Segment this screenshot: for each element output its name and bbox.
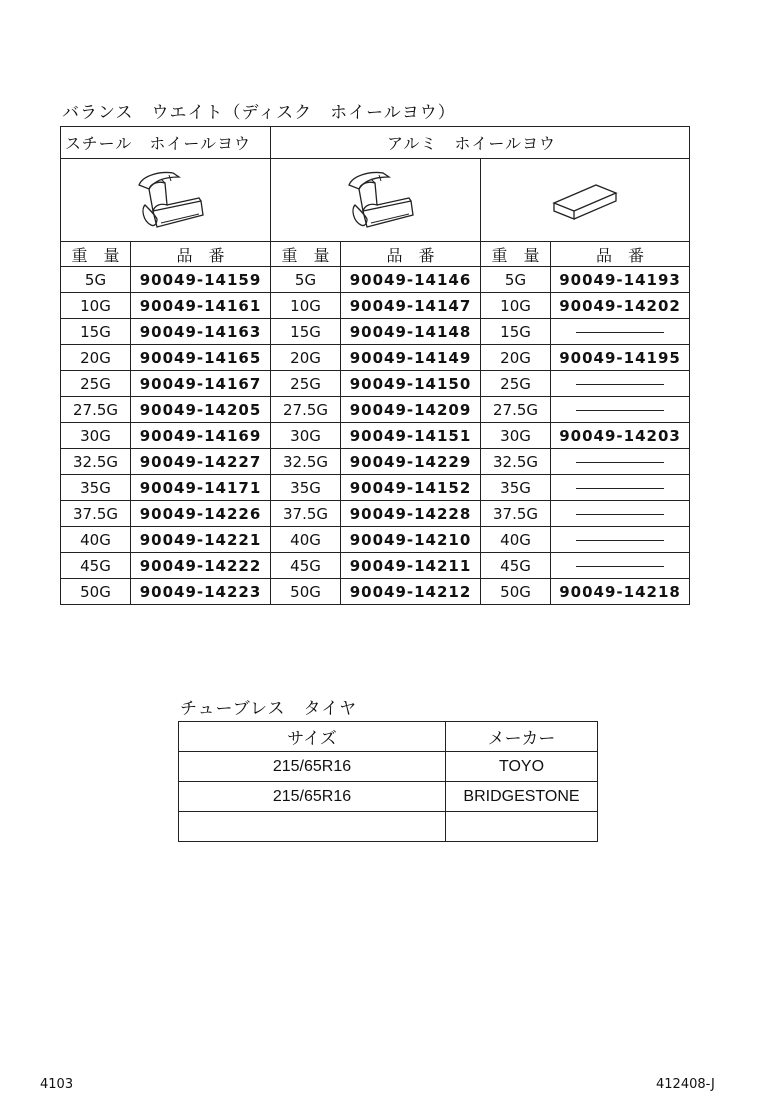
part-number-steel: 90049-14169 bbox=[131, 423, 271, 449]
weight-cell: 15G bbox=[271, 319, 341, 345]
part-number-alu-tape: 90049-14218 bbox=[551, 579, 690, 605]
part-number-alu-clip: 90049-14149 bbox=[341, 345, 481, 371]
part-number-steel: 90049-14163 bbox=[131, 319, 271, 345]
tire-size-cell bbox=[179, 812, 446, 842]
col-header-size: サイズ bbox=[179, 722, 446, 752]
weight-cell: 27.5G bbox=[271, 397, 341, 423]
weight-cell: 32.5G bbox=[271, 449, 341, 475]
document-code: 412408-J bbox=[656, 1077, 715, 1092]
table-row bbox=[61, 319, 690, 345]
weight-cell: 37.5G bbox=[481, 501, 551, 527]
weight-cell: 25G bbox=[61, 371, 131, 397]
col-header-part: 品 番 bbox=[341, 242, 481, 267]
weight-cell: 25G bbox=[481, 371, 551, 397]
table-row bbox=[61, 579, 690, 605]
tubeless-tire-table bbox=[178, 721, 598, 842]
part-number-steel: 90049-14227 bbox=[131, 449, 271, 475]
part-number-steel: 90049-14159 bbox=[131, 267, 271, 293]
weight-cell: 45G bbox=[481, 553, 551, 579]
not-available-dash bbox=[576, 462, 664, 463]
table-row bbox=[61, 449, 690, 475]
part-number-alu-clip: 90049-14229 bbox=[341, 449, 481, 475]
part-number-steel: 90049-14205 bbox=[131, 397, 271, 423]
weight-cell: 35G bbox=[481, 475, 551, 501]
tubeless-tire-title: チューブレス タイヤ bbox=[180, 699, 358, 719]
weight-cell: 37.5G bbox=[61, 501, 131, 527]
weight-cell: 35G bbox=[61, 475, 131, 501]
page-number: 4103 bbox=[40, 1077, 74, 1092]
part-number-alu-tape: 90049-14203 bbox=[551, 423, 690, 449]
weight-cell: 35G bbox=[271, 475, 341, 501]
weight-cell: 30G bbox=[481, 423, 551, 449]
part-number-steel: 90049-14171 bbox=[131, 475, 271, 501]
tire-maker-cell: BRIDGESTONE bbox=[446, 782, 598, 812]
not-available-dash bbox=[576, 384, 664, 385]
col-header-part: 品 番 bbox=[131, 242, 271, 267]
weight-cell: 30G bbox=[61, 423, 131, 449]
part-number-alu-clip: 90049-14146 bbox=[341, 267, 481, 293]
part-number-alu-clip: 90049-14210 bbox=[341, 527, 481, 553]
not-available-dash bbox=[576, 540, 664, 541]
part-number-alu-clip: 90049-14152 bbox=[341, 475, 481, 501]
part-number-alu-tape: 90049-14193 bbox=[551, 267, 690, 293]
table-row bbox=[61, 267, 690, 293]
weight-cell: 40G bbox=[61, 527, 131, 553]
part-number-alu-tape bbox=[551, 397, 690, 423]
part-number-alu-tape bbox=[551, 371, 690, 397]
part-number-steel: 90049-14223 bbox=[131, 579, 271, 605]
tape-weight-icon bbox=[540, 175, 630, 225]
part-number-alu-clip: 90049-14212 bbox=[341, 579, 481, 605]
tire-size-cell: 215/65R16 bbox=[179, 782, 446, 812]
not-available-dash bbox=[576, 488, 664, 489]
not-available-dash bbox=[576, 566, 664, 567]
table-row bbox=[61, 293, 690, 319]
part-number-alu-tape bbox=[551, 501, 690, 527]
part-number-alu-clip: 90049-14148 bbox=[341, 319, 481, 345]
weight-cell: 50G bbox=[61, 579, 131, 605]
part-number-steel: 90049-14222 bbox=[131, 553, 271, 579]
clip-weight-icon bbox=[331, 165, 421, 235]
tire-size-cell: 215/65R16 bbox=[179, 752, 446, 782]
weight-cell: 40G bbox=[481, 527, 551, 553]
weight-cell: 45G bbox=[61, 553, 131, 579]
not-available-dash bbox=[576, 410, 664, 411]
weight-cell: 45G bbox=[271, 553, 341, 579]
weight-cell: 50G bbox=[271, 579, 341, 605]
weight-cell: 50G bbox=[481, 579, 551, 605]
part-number-alu-clip: 90049-14209 bbox=[341, 397, 481, 423]
table-row bbox=[61, 371, 690, 397]
part-number-alu-clip: 90049-14211 bbox=[341, 553, 481, 579]
tire-maker-cell bbox=[446, 812, 598, 842]
weight-cell: 25G bbox=[271, 371, 341, 397]
part-number-alu-clip: 90049-14150 bbox=[341, 371, 481, 397]
weight-cell: 27.5G bbox=[481, 397, 551, 423]
clip-weight-icon bbox=[121, 165, 211, 235]
table-row bbox=[61, 527, 690, 553]
col-header-weight: 重 量 bbox=[271, 242, 341, 267]
table-row bbox=[179, 752, 598, 782]
table-row bbox=[61, 345, 690, 371]
weight-cell: 32.5G bbox=[481, 449, 551, 475]
part-number-steel: 90049-14226 bbox=[131, 501, 271, 527]
weight-cell: 5G bbox=[271, 267, 341, 293]
table-row bbox=[61, 397, 690, 423]
part-number-alu-tape bbox=[551, 527, 690, 553]
col-header-weight: 重 量 bbox=[61, 242, 131, 267]
weight-cell: 10G bbox=[61, 293, 131, 319]
tire-maker-cell: TOYO bbox=[446, 752, 598, 782]
col-header-part: 品 番 bbox=[551, 242, 690, 267]
steel-clip-weight-illustration bbox=[61, 159, 271, 242]
part-number-steel: 90049-14167 bbox=[131, 371, 271, 397]
balance-weight-table bbox=[60, 126, 690, 605]
weight-cell: 15G bbox=[481, 319, 551, 345]
col-header-weight: 重 量 bbox=[481, 242, 551, 267]
not-available-dash bbox=[576, 514, 664, 515]
part-number-alu-clip: 90049-14147 bbox=[341, 293, 481, 319]
part-number-steel: 90049-14165 bbox=[131, 345, 271, 371]
table-row bbox=[179, 812, 598, 842]
weight-cell: 40G bbox=[271, 527, 341, 553]
alu-clip-weight-illustration bbox=[271, 159, 481, 242]
weight-cell: 5G bbox=[61, 267, 131, 293]
table-row bbox=[61, 423, 690, 449]
part-number-alu-tape bbox=[551, 319, 690, 345]
weight-cell: 15G bbox=[61, 319, 131, 345]
not-available-dash bbox=[576, 332, 664, 333]
weight-cell: 30G bbox=[271, 423, 341, 449]
part-number-alu-tape: 90049-14195 bbox=[551, 345, 690, 371]
weight-cell: 20G bbox=[481, 345, 551, 371]
weight-cell: 37.5G bbox=[271, 501, 341, 527]
part-number-alu-tape bbox=[551, 449, 690, 475]
alu-tape-weight-illustration bbox=[481, 159, 690, 242]
col-header-maker: メーカー bbox=[446, 722, 598, 752]
group-header-steel: スチール ホイールヨウ bbox=[61, 127, 271, 159]
weight-cell: 32.5G bbox=[61, 449, 131, 475]
part-number-alu-tape bbox=[551, 475, 690, 501]
weight-cell: 10G bbox=[481, 293, 551, 319]
part-number-alu-clip: 90049-14228 bbox=[341, 501, 481, 527]
weight-cell: 10G bbox=[271, 293, 341, 319]
table-row bbox=[61, 553, 690, 579]
group-header-alu: アルミ ホイールヨウ bbox=[271, 127, 690, 159]
balance-weight-title: バランス ウエイト（ディスク ホイールヨウ） bbox=[62, 103, 456, 123]
part-number-steel: 90049-14161 bbox=[131, 293, 271, 319]
part-number-alu-tape: 90049-14202 bbox=[551, 293, 690, 319]
weight-cell: 5G bbox=[481, 267, 551, 293]
weight-cell: 20G bbox=[271, 345, 341, 371]
weight-cell: 20G bbox=[61, 345, 131, 371]
part-number-steel: 90049-14221 bbox=[131, 527, 271, 553]
weight-cell: 27.5G bbox=[61, 397, 131, 423]
table-row bbox=[179, 782, 598, 812]
table-row bbox=[61, 475, 690, 501]
part-number-alu-clip: 90049-14151 bbox=[341, 423, 481, 449]
part-number-alu-tape bbox=[551, 553, 690, 579]
table-row bbox=[61, 501, 690, 527]
